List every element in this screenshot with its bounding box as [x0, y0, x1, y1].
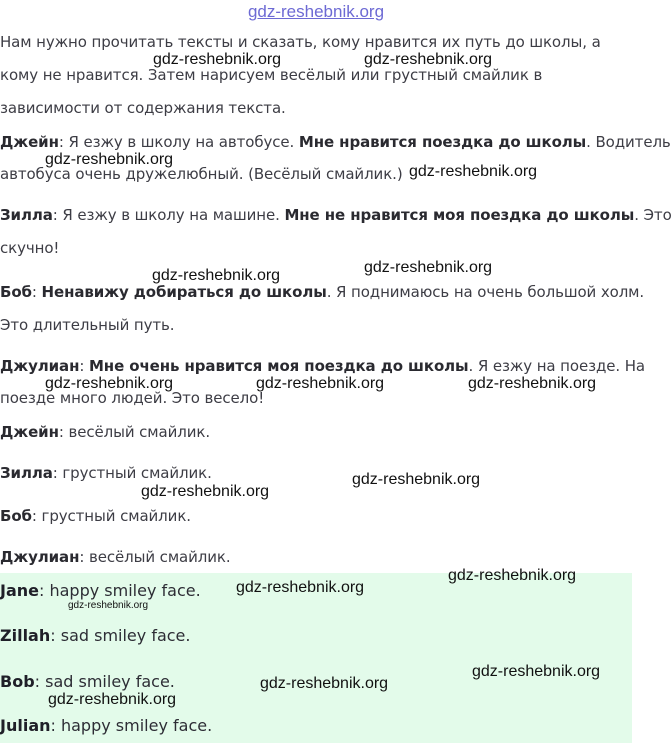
watermark: gdz-reshebnik.org	[409, 163, 538, 180]
jane-text-line-1	[0, 133, 671, 151]
julian-text-line-2: поезде много людей. Это весело!	[0, 389, 265, 407]
zilla-text-line-2: скучно!	[0, 239, 60, 257]
intro-line-3: зависимости от содержания текста.	[0, 99, 286, 117]
answer-en-jane	[0, 581, 201, 600]
bob-text-a: :	[31, 283, 42, 301]
answer-ru-name: Зилла	[0, 464, 53, 482]
bob-text-line-1	[0, 283, 644, 301]
answer-en-text: : sad smiley face.	[34, 672, 175, 691]
answer-en-bob	[0, 672, 175, 691]
zilla-text-b: Мне не нравится моя поездка до школы	[284, 206, 635, 224]
answer-en-text: : sad smiley face.	[50, 626, 191, 645]
intro-line-2: кому не нравится. Затем нарисуем весёлый или грустный смайлик в	[0, 66, 543, 84]
answer-en-zillah	[0, 626, 190, 645]
watermark: gdz-reshebnik.org	[260, 675, 389, 692]
answer-en-name: Bob	[0, 672, 35, 691]
watermark: gdz-reshebnik.org	[468, 375, 597, 392]
zilla-text-c: . Это	[634, 206, 672, 224]
answer-ru-bob	[0, 507, 191, 525]
julian-text-c: . Я езжу на поезде. На	[468, 357, 645, 375]
bob-text-line-2: Это длительный путь.	[0, 316, 175, 334]
answer-ru-name: Боб	[0, 507, 32, 525]
answer-ru-zilla	[0, 464, 212, 482]
bob-text-b: Ненавижу добираться до школы	[41, 283, 327, 301]
watermark: gdz-reshebnik.org	[45, 375, 174, 392]
watermark: gdz-reshebnik.org	[236, 579, 365, 596]
watermark: gdz-reshebnik.org	[352, 471, 481, 488]
answer-ru-text: : весёлый смайлик.	[79, 548, 231, 566]
bob-text-c: . Я поднимаюсь на очень большой холм.	[326, 283, 645, 301]
answer-ru-julian	[0, 548, 231, 566]
jane-name: Джейн	[0, 133, 59, 151]
jane-text-a: : Я езжу в школу на автобусе.	[58, 133, 299, 151]
site-header-link[interactable]: gdz-reshebnik.org	[247, 2, 385, 21]
zilla-text-line-1	[0, 206, 672, 224]
zilla-text-a: : Я езжу в школу на машине.	[52, 206, 285, 224]
julian-text-line-1	[0, 357, 645, 375]
answer-ru-text: : грустный смайлик.	[31, 507, 191, 525]
watermark: gdz-reshebnik.org	[48, 691, 177, 708]
watermark: gdz-reshebnik.org	[364, 259, 493, 276]
answer-en-julian	[0, 716, 212, 735]
watermark: gdz-reshebnik.org	[141, 483, 270, 500]
answer-en-name: Jane	[0, 581, 39, 600]
answer-en-text: : happy smiley face.	[50, 716, 213, 735]
julian-text-b: Мне очень нравится моя поездка до школы	[88, 357, 469, 375]
watermark: gdz-reshebnik.org	[45, 151, 174, 168]
watermark: gdz-reshebnik.org	[256, 375, 385, 392]
watermark: gdz-reshebnik.org	[364, 51, 493, 68]
answer-en-name: Julian	[0, 716, 51, 735]
jane-text-b: Мне нравится поездка до школы	[298, 133, 587, 151]
answer-ru-text: : грустный смайлик.	[52, 464, 212, 482]
watermark: gdz-reshebnik.org	[68, 600, 149, 611]
bob-name: Боб	[0, 283, 32, 301]
watermark: gdz-reshebnik.org	[472, 663, 601, 680]
watermark: gdz-reshebnik.org	[448, 567, 577, 584]
watermark: gdz-reshebnik.org	[152, 267, 281, 284]
answer-en-text: : happy smiley face.	[39, 581, 201, 600]
intro-line-1: Нам нужно прочитать тексты и сказать, кому нравится их путь до школы, а	[0, 33, 601, 51]
zilla-name: Зилла	[0, 206, 53, 224]
answer-en-name: Zillah	[0, 626, 51, 645]
answer-ru-name: Джейн	[0, 423, 59, 441]
jane-text-line-2: автобуса очень дружелюбный. (Весёлый смайлик.)	[0, 165, 403, 183]
answer-ru-text: : весёлый смайлик.	[58, 423, 211, 441]
answer-ru-jane	[0, 423, 210, 441]
watermark: gdz-reshebnik.org	[153, 51, 282, 68]
answer-ru-name: Джулиан	[0, 548, 80, 566]
julian-text-a: :	[79, 357, 89, 375]
jane-text-c: . Водитель	[586, 133, 671, 151]
julian-name: Джулиан	[0, 357, 80, 375]
